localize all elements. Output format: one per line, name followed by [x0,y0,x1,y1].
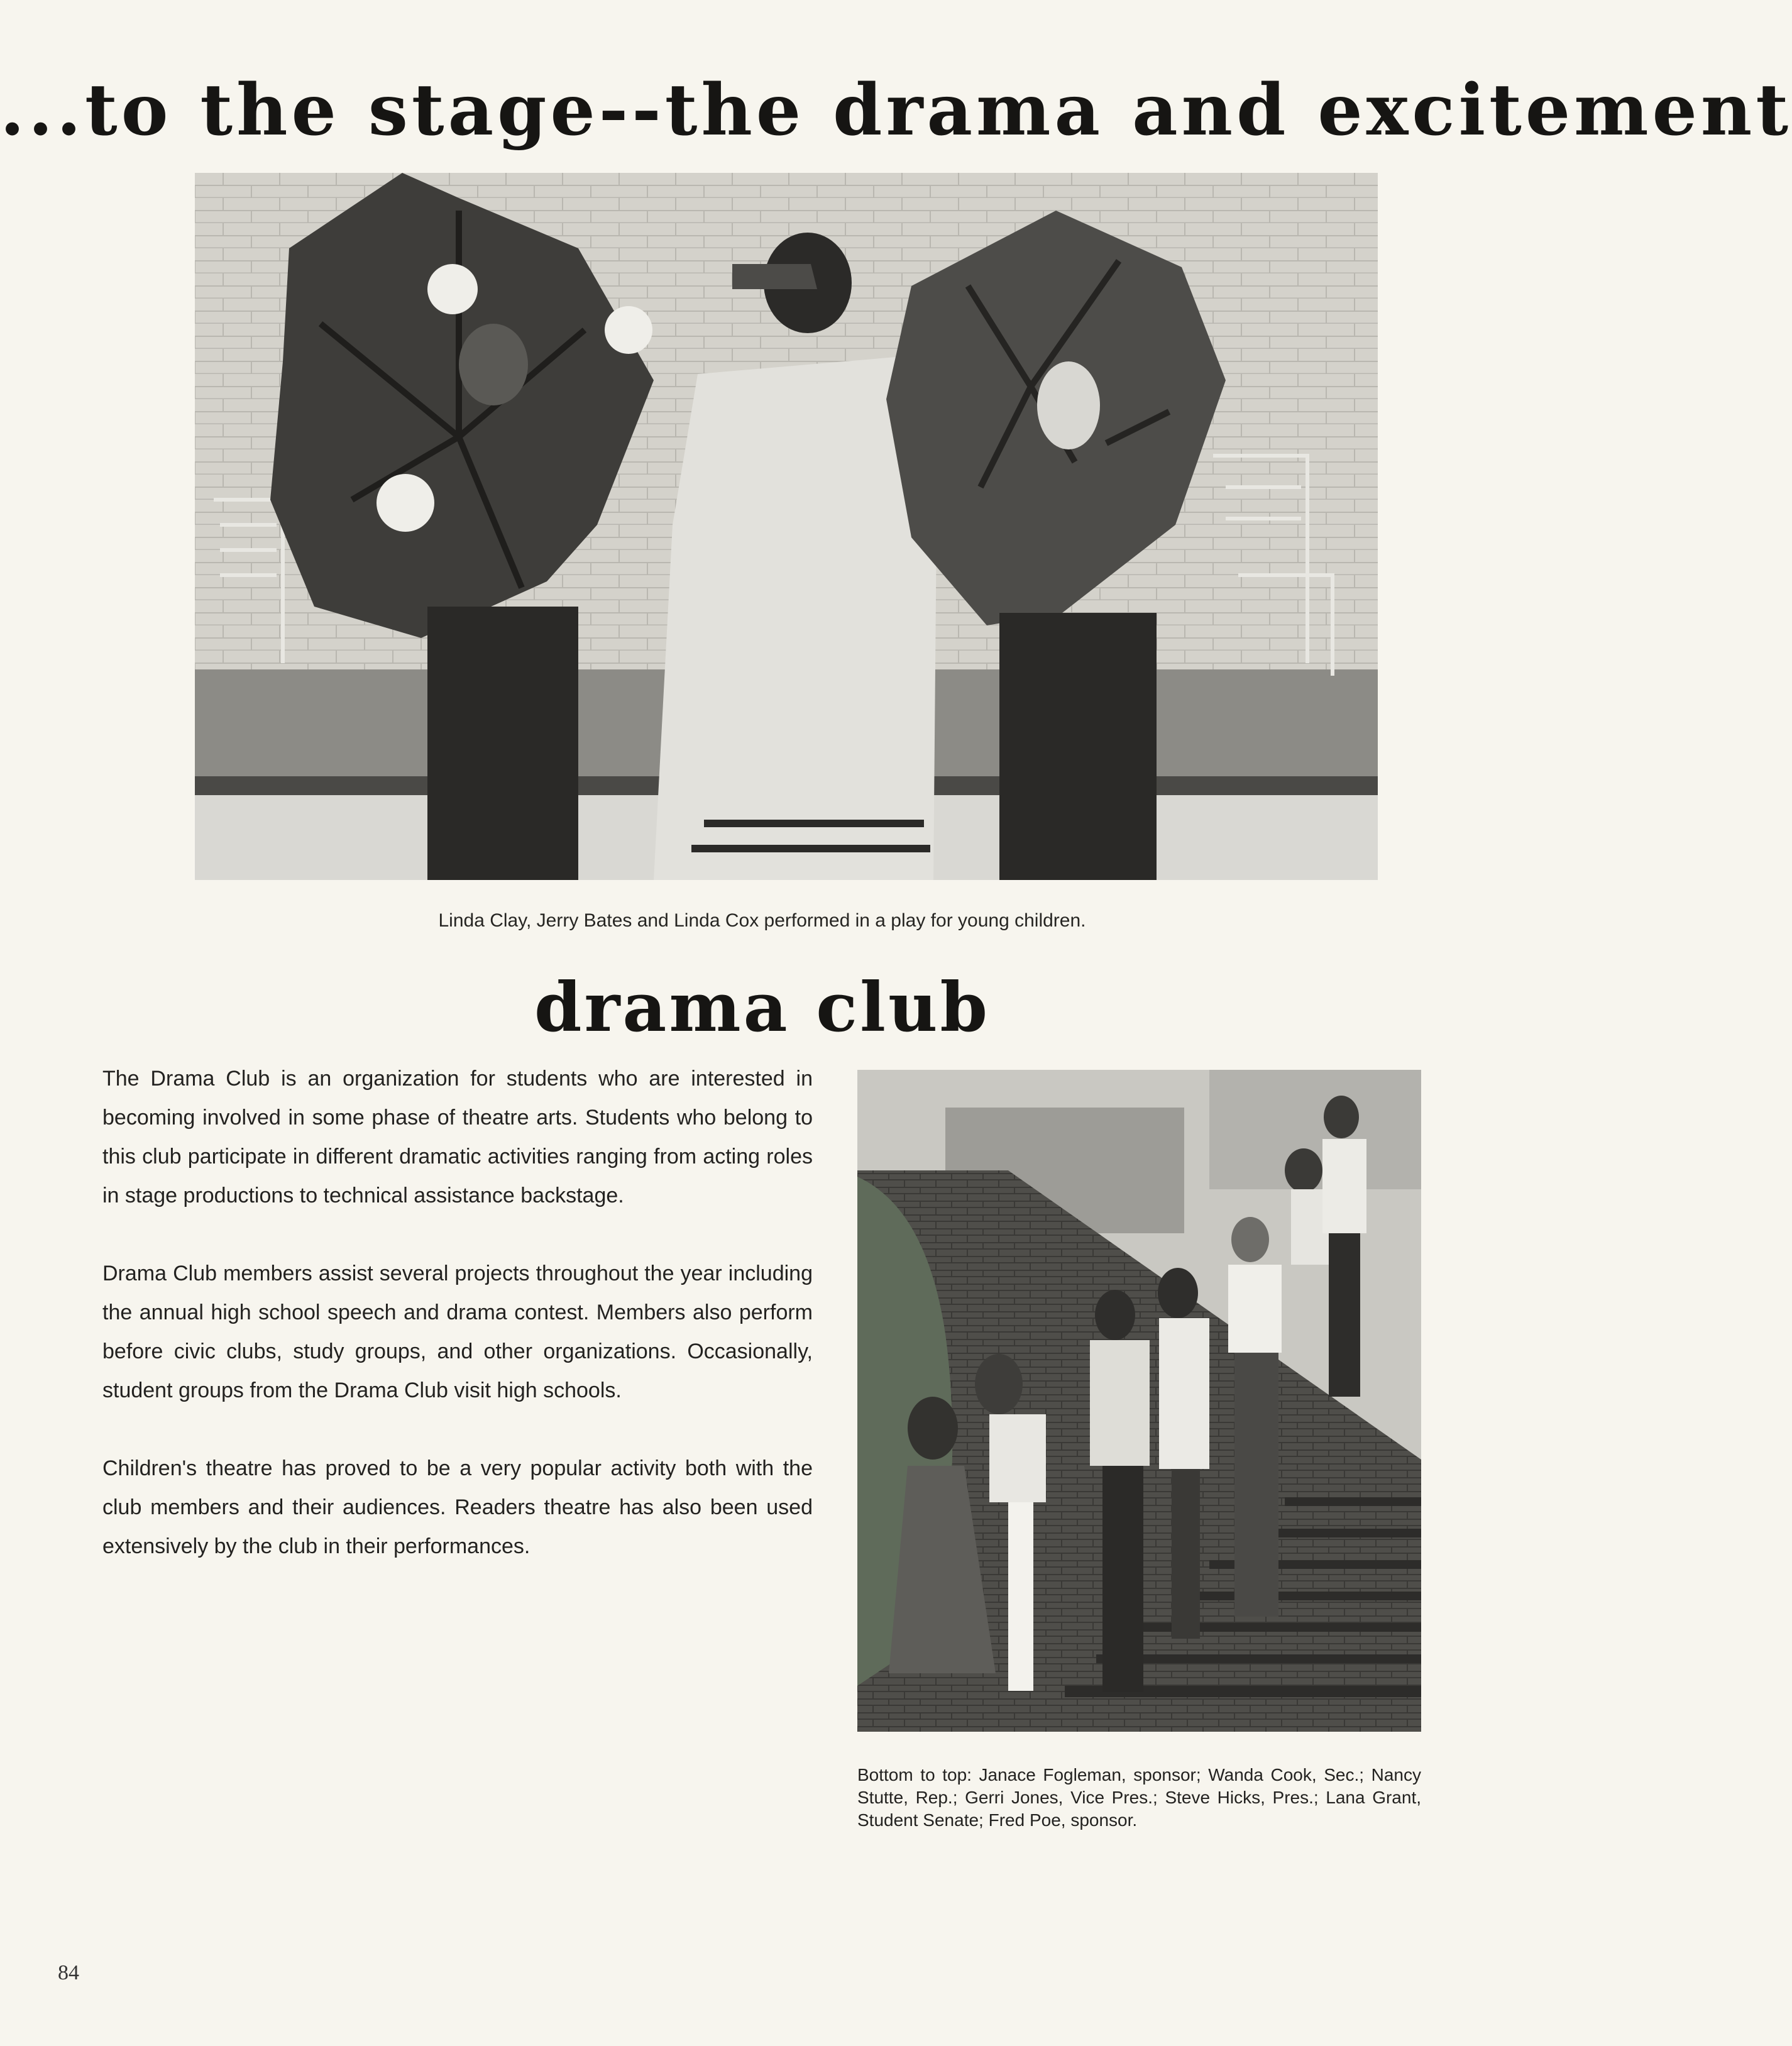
stage-photo-caption: Linda Clay, Jerry Bates and Linda Cox performed in a play for young children. [438,910,1086,931]
article-body [102,1059,813,1605]
officers-photo-caption: Bottom to top: Janace Fogleman, sponsor; Wanda Cook, Sec.; Nancy Stutte, Rep.; Gerri Jones, Vice Pres.; Steve Hicks, Pres.; Lana Grant, Student Senate; Fred Poe, sponsor. [857,1765,1421,1830]
body-paragraph-1: The Drama Club is an organization for students who are interested in becoming involved in some phase of theatre arts. Students who belong to this club participate in different dramatic activities ranging from acting roles in stage productions to technical assistance backstage. [102,1067,813,1207]
page-number: 84 [58,1961,79,1984]
body-paragraph-3: Children's theatre has proved to be a very popular activity both with the club members and their audiences. Readers theatre has also been used extensively by the club in their performances. [102,1456,813,1558]
page-headline: ...to the stage--the drama and excitement [0,69,1792,151]
club-officers-illustration [857,1070,1421,1732]
body-paragraph-2: Drama Club members assist several projects throughout the year including the annual high school speech and drama contest. Members also perform before civic clubs, study groups, and other organizations. Occasionally, student groups from the Drama Club visit high schools. [102,1262,813,1402]
stage-play-illustration [195,173,1378,880]
stage-play-photo [195,173,1378,880]
club-officers-photo [857,1070,1421,1732]
club-title: drama club [534,968,991,1047]
